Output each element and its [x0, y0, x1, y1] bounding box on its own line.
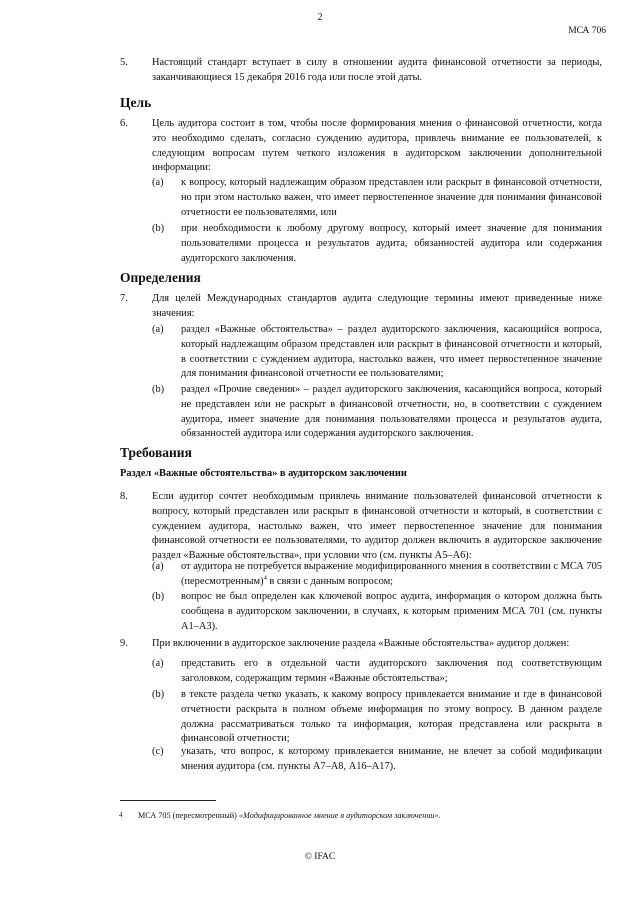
copyright-footer: © IFAC — [304, 852, 336, 862]
paragraph-9b: в тексте раздела четко указать, к какому вопросу привлекается внимание и где в финансовой отчетности раскрыта в полном объеме информация по этому вопросу. В данном разделе должна рассматриваться только та информация, которая представлена или раскрыта в финансовой отчетности; — [181, 689, 602, 745]
paragraph-9c: указать, что вопрос, к которому привлекается внимание, не влечет за собой модификации мнения аудитора (см. пункты А7–А8, А16–А17). — [181, 746, 602, 772]
page-number: 2 — [317, 12, 323, 23]
list-marker: (a) — [152, 561, 164, 572]
standard-code: МСА 706 — [568, 26, 606, 36]
section-heading-definitions: Определения — [120, 270, 201, 285]
list-marker: (c) — [152, 746, 164, 757]
paragraph-6b: при необходимости к любому другому вопросу, который имеет значение для понимания пользователями процесса и результатов аудита, обязанностей аудитора или содержания аудиторского заключения. — [181, 223, 602, 264]
paragraph-9a: представить его в отдельной части аудиторского заключения под соответствующим заголовком, содержащим термин «Важные обстоятельства»; — [181, 658, 602, 684]
footnote-reference[interactable]: 4 — [263, 574, 267, 582]
section-heading-requirements: Требования — [120, 445, 192, 460]
list-marker: (b) — [152, 591, 165, 602]
paragraph-number: 6. — [120, 118, 128, 129]
paragraph-number: 7. — [120, 293, 128, 304]
paragraph-number: 8. — [120, 491, 128, 502]
list-marker: (b) — [152, 689, 165, 700]
list-marker: (b) — [152, 384, 165, 395]
paragraph-6: Цель аудитора состоит в том, чтобы после формирования мнения о финансовой отчетности, когда это необходимо сделать, согласно суждению аудитора, привлечь внимание ее пользователей, к следующим вопросам путем четкого изложения в аудиторском заключении дополнительной информации: — [152, 118, 602, 174]
paragraph-9: При включении в аудиторское заключение раздела «Важные обстоятельства» аудитор должен: — [152, 638, 570, 649]
paragraph-7a: раздел «Важные обстоятельства» – раздел аудиторского заключения, касающийся вопроса, который надлежащим образом представлен или раскрыт в финансовой отчетности и который, в соответствии с суждением аудитора, настолько важен, что имеет первостепенное значение для понимания финансовой отчетности ее пользователями; — [181, 324, 602, 380]
section-heading-goal: Цель — [120, 95, 152, 110]
paragraph-7b: раздел «Прочие сведения» – раздел аудиторского заключения, касающийся вопроса, который не представлен или не раскрыт в финансовой отчетности, но, в соответствии с суждением аудитора, имеет значение для понимания пользователями процесса и результатов аудита, обязанностей аудитора или содержания аудиторского заключения. — [181, 384, 602, 440]
list-marker: (a) — [152, 324, 164, 335]
footnote-separator — [120, 800, 216, 801]
list-marker: (b) — [152, 223, 165, 234]
footnote-text: МСА 705 (пересмотренный) «Модифицированное мнение в аудиторском заключении». — [138, 811, 441, 820]
paragraph-7: Для целей Международных стандартов аудита следующие термины имеют приведенные ниже значения: — [152, 293, 602, 319]
list-marker: (a) — [152, 658, 164, 669]
paragraph-5: Настоящий стандарт вступает в силу в отношении аудита финансовой отчетности за периоды, заканчивающиеся 15 декабря 2016 года или после этой даты. — [152, 57, 602, 83]
subsection-heading: Раздел «Важные обстоятельства» в аудиторском заключении — [120, 468, 407, 479]
paragraph-number: 9. — [120, 638, 128, 649]
footnote-number: 4 — [119, 811, 123, 819]
paragraph-6a: к вопросу, который надлежащим образом представлен или раскрыт в финансовой отчетности, но при этом настолько важен, что имеет первостепенное значение для понимания финансовой отчетности ее пользователями, или — [181, 177, 602, 218]
paragraph-8b: вопрос не был определен как ключевой вопрос аудита, информация о котором должна быть сообщена в аудиторском заключении, в случаях, к которым применим МСА 701 (см. пункты А1–А3). — [181, 591, 602, 632]
paragraph-8: Если аудитор сочтет необходимым привлечь внимание пользователей финансовой отчетности к вопросу, который представлен или раскрыт в финансовой отчетности и который, в соответствии с суждением аудитора, настолько важен, что имеет первостепенное значение для понимания финансовой отчетности ее пользователями, то аудитор должен включить в аудиторское заключение раздел «Важные обстоятельства», при условии что (см. пункты А5–А6): — [152, 491, 602, 562]
paragraph-number: 5. — [120, 57, 128, 68]
paragraph-8a: от аудитора не потребуется выражение модифицированного мнения в соответствии с МСА 705 (пересмотренным)$^4$ в связи с данным вопросом; — [181, 561, 602, 587]
list-marker: (a) — [152, 177, 164, 188]
